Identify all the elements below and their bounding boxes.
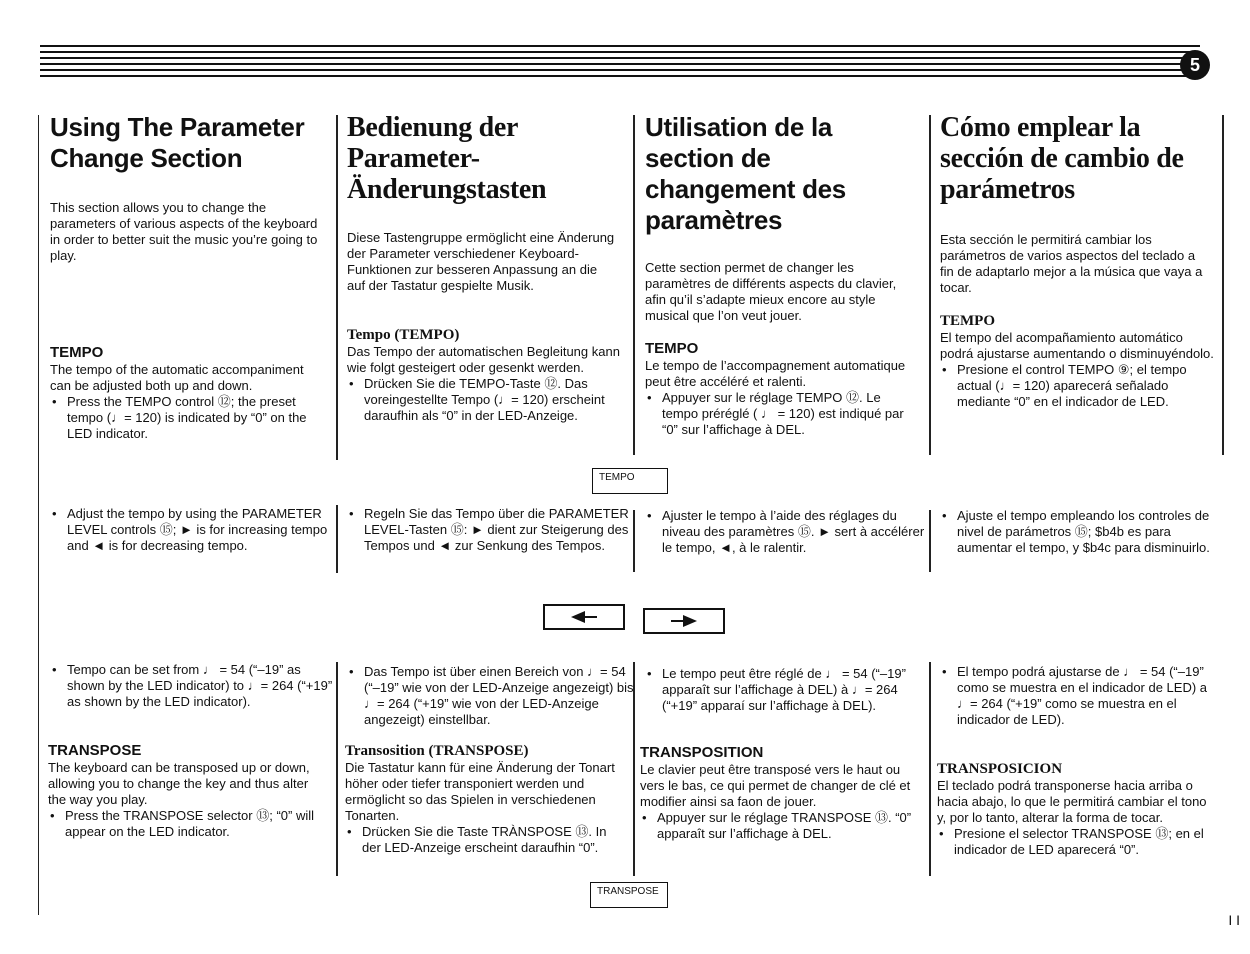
intro-text: This section allows you to change the parameters of various aspects of the keyboard in order to better suit the music you’re going to play. [50, 200, 318, 263]
tempo-section [940, 312, 1215, 410]
section-title: Using The Parameter Change Section [50, 112, 305, 173]
tempo-text: Le tempo de l’accompagnement automatique peut être accéléré et ralenti. [645, 358, 906, 389]
tempo-range-bullet: • Le tempo peut être réglé de ♩ = 54 (“–19” apparaît sur l’affichage à DEL) à ♩= 264 (“+19” apparaí sur l’affichage à DEL). [645, 666, 934, 714]
page-number-badge: 5 [1180, 50, 1210, 80]
tempo-range-bullet: • El tempo podrá ajustarse de ♩ = 54 (“–19” como se muestra en el indicador de LED) a ♩= 264 (“+19” como se muestra en el indicador de LED). [940, 664, 1225, 728]
transpose-text: Le clavier peut être transposé vers le haut ou vers le bas, ce qui permet de changer de clé et modifier ainsi sa faon de jouer. [640, 762, 911, 809]
transpose-text: Die Tastatur kann für eine Änderung der Tonart höher oder tiefer transponiert werden und ermöglicht so das Spielen in verschiedenen Tonarten. [345, 760, 615, 823]
column-rule [633, 115, 635, 455]
tempo-range-bullet: • Tempo can be set from ♩ = 54 (“–19” as shown by the LED indicator) to ♩= 264 (“+19” as shown by the LED indicator). [50, 662, 335, 710]
section-title: Cómo emplear la sección de cambio de parámetros [940, 112, 1184, 205]
tempo-text: El tempo del acompañamiento automático podrá ajustarse aumentando o disminuyéndolo. [940, 330, 1214, 361]
intro-text: Cette section permet de changer les paramètres de différents aspects du clavier, afin qu’il s’adapte mieux encore au style musical que l’on veut jouer. [645, 260, 897, 323]
tempo-button[interactable]: TEMPO [592, 468, 668, 494]
column-french [645, 112, 920, 236]
tempo-adjust-bullet: • Regeln Sie das Tempo über die PARAMETER LEVEL-Tasten ⑮: ► dient zur Steigerung des Tempos und ◄ zur Senkung des Tempos. [347, 506, 634, 554]
transpose-bullet: • Presione el selector TRANSPOSE ⑬; en el indicador de LED aparecerá “0”. [937, 826, 1212, 858]
column-german [347, 112, 627, 205]
column-rule [929, 510, 931, 572]
transpose-bullet: • Drücken Sie die Taste TRÀNSPOSE ⑬. In der LED-Anzeige erscheint daraufhin “0”. [345, 824, 620, 856]
parameter-up-button[interactable] [643, 608, 725, 634]
tempo-heading: TEMPO [50, 344, 104, 361]
column-rule [336, 662, 338, 876]
transpose-section [937, 760, 1212, 858]
section-title: Utilisation de la section de changement des paramètres [645, 112, 846, 235]
section-title: Bedienung der Parameter-Änderungstasten [347, 112, 547, 205]
tempo-text: The tempo of the automatic accompaniment can be adjusted both up and down. [50, 362, 304, 393]
transpose-section [48, 742, 326, 840]
tempo-heading: TEMPO [940, 313, 995, 329]
transpose-text: The keyboard can be transposed up or down, allowing you to change the key and thus alter the way you play. [48, 760, 310, 807]
tempo-bullet: • Drücken Sie die TEMPO-Taste ⑫. Das voreingestellte Tempo (♩= 120) erscheint daraufhin als “0” in der LED-Anzeige. [347, 376, 622, 424]
tempo-adjust-bullet: • Ajuster le tempo à l’aide des réglages du niveau des paramètres ⑮. ► sert à accélérer le tempo, ◄, à le ralentir. [645, 508, 927, 556]
transpose-button[interactable]: TRANSPOSE [590, 882, 668, 908]
intro-text: Diese Tastengruppe ermöglicht eine Änderung der Parameter verschiedener Keyboard-Funktionen zur besseren Anpassung an die auf der Tastatur gespielte Musik. [347, 230, 615, 293]
intro-text: Esta sección le permitirá cambiar los parámetros de varios aspectos del teclado a fin de adaptarlo mejor a la música que vaya a tocar. [940, 232, 1203, 295]
tempo-text: Das Tempo der automatischen Begleitung kann wie folgt gesteigert oder gesenkt werden. [347, 344, 620, 375]
tempo-section [347, 326, 622, 424]
column-rule [336, 115, 338, 460]
tempo-range-bullet: • Das Tempo ist über einen Bereich von ♩= 54 (“–19” wie von der LED-Anzeige angezeigt) bis ♩= 264 (“+19” wie von der LED-Anzeige angezeigt) einstellbar. [347, 664, 636, 728]
tempo-section [50, 344, 325, 442]
transpose-bullet: • Appuyer sur le réglage TRANSPOSE ⑬. “0” apparaît sur l’affichage à DEL. [640, 810, 920, 842]
transpose-heading: TRANSPOSICION [937, 761, 1063, 777]
column-rule [38, 115, 39, 915]
tempo-bullet: • Appuyer sur le réglage TEMPO ⑫. Le tempo préréglé ( ♩ = 120) est indiqué par “0” sur l’affichage à DEL. [645, 390, 917, 438]
tempo-adjust-bullet: • Ajuste el tempo empleando los controles de nivel de parámetros ⑮; $b4b es para aumentar el tempo, y $b4c para disminuirlo. [940, 508, 1222, 556]
transpose-heading: Transosition (TRANSPOSE) [345, 743, 529, 759]
header-rules [40, 45, 1200, 79]
transpose-bullet: • Press the TRANSPOSE selector ⑬; “0” will appear on the LED indicator. [48, 808, 326, 840]
transpose-heading: TRANSPOSE [48, 742, 142, 759]
column-rule [1222, 115, 1224, 455]
arrow-left-icon [569, 611, 599, 623]
transpose-heading: TRANSPOSITION [640, 744, 764, 761]
column-english [50, 112, 325, 174]
column-rule [929, 115, 931, 455]
column-spanish [940, 112, 1218, 205]
tempo-adjust-bullet: • Adjust the tempo by using the PARAMETER LEVEL controls ⑮; ► is for increasing tempo and ◄ is for decreasing tempo. [50, 506, 335, 554]
parameter-down-button[interactable] [543, 604, 625, 630]
arrow-right-icon [669, 615, 699, 627]
tempo-heading: TEMPO [645, 340, 699, 357]
column-rule [336, 505, 338, 573]
transpose-section [640, 744, 920, 842]
transpose-text: El teclado podrá transponerse hacia arriba o hacia abajo, lo que le permitirá cambiar el tono y, por lo tanto, alterar la forma de tocar. [937, 778, 1207, 825]
tempo-bullet: • Presione el control TEMPO ⑨; el tempo actual (♩= 120) aparecerá señalado mediante “0” en el indicador de LED. [940, 362, 1215, 410]
tempo-section [645, 340, 917, 438]
tempo-heading: Tempo (TEMPO) [347, 327, 460, 343]
tempo-bullet: • Press the TEMPO control ⑫; the preset tempo (♩= 120) is indicated by “0” on the LED indicator. [50, 394, 325, 442]
transpose-section [345, 742, 620, 856]
side-marks: I I [1228, 912, 1240, 928]
